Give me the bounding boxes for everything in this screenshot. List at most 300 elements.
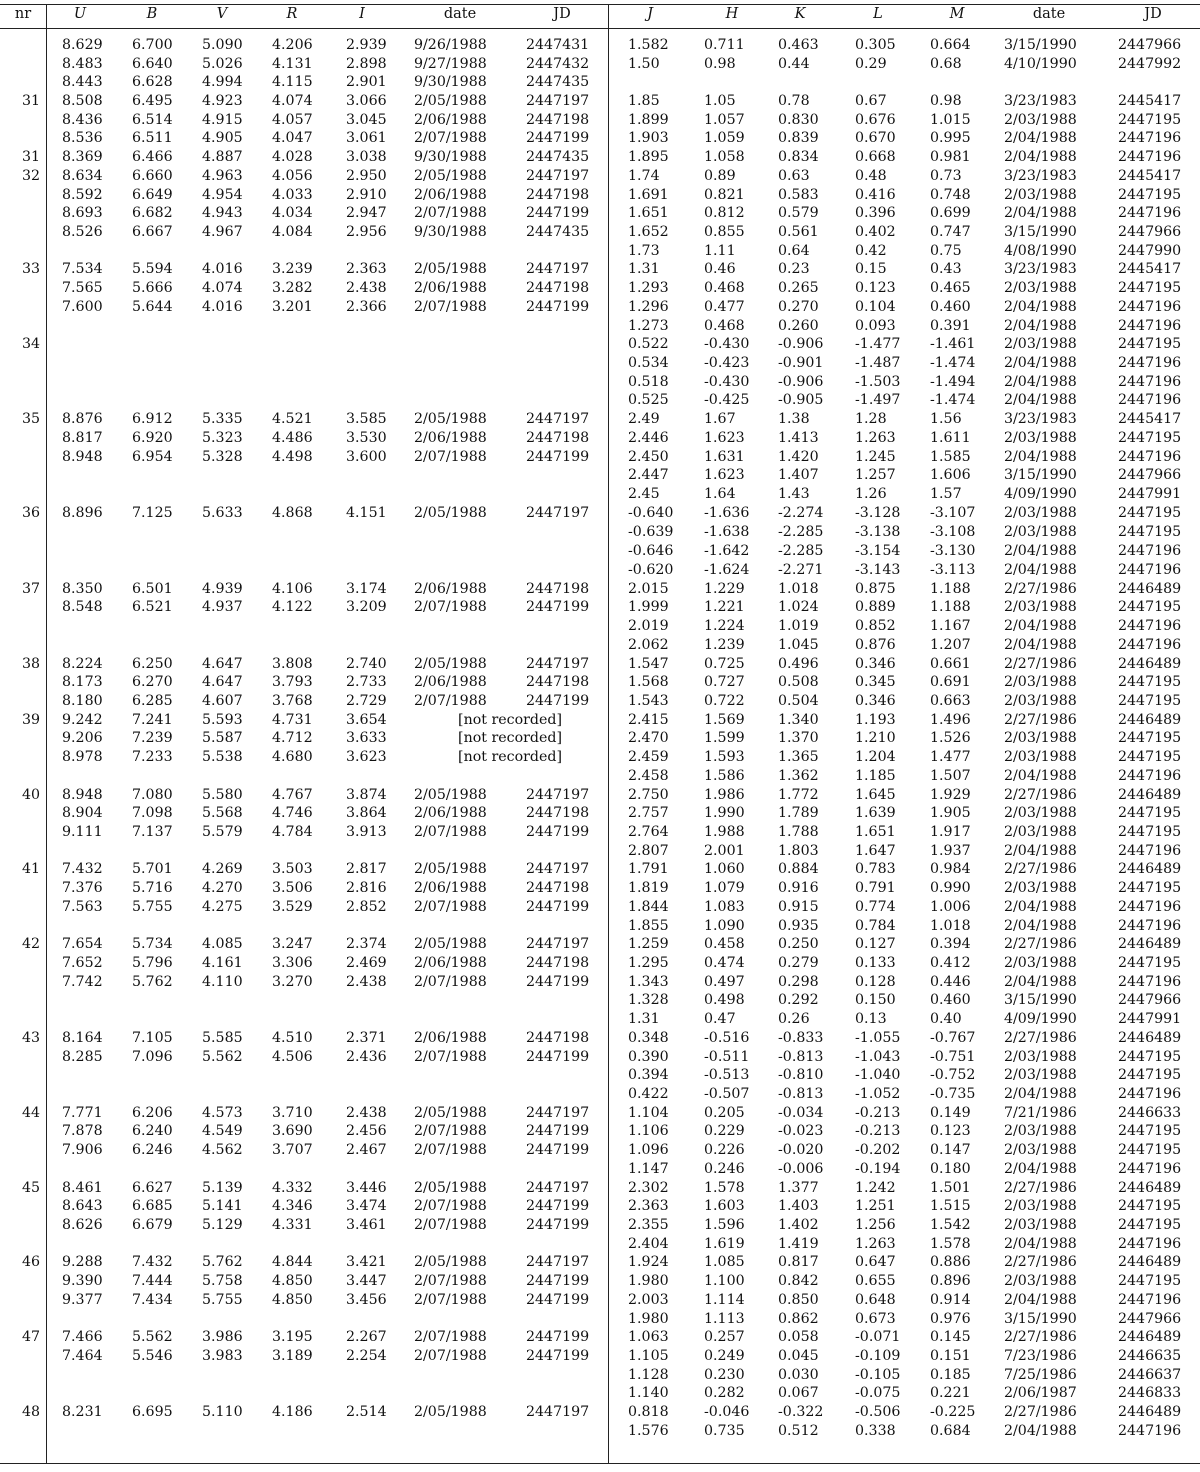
cell-jd-left: 2447435 <box>526 149 590 165</box>
cell-jd-right: 2447196 <box>1118 918 1182 934</box>
cell-m-right: 0.147 <box>930 1142 971 1158</box>
cell-l-right: 1.645 <box>855 787 896 803</box>
cell-jd-right: 2447196 <box>1118 543 1182 559</box>
cell-i-left: 2.939 <box>346 37 387 53</box>
cell-i-left: 2.947 <box>346 205 387 221</box>
cell-h-right: 0.498 <box>704 992 745 1008</box>
cell-date-right: 2/27/1986 <box>1004 1329 1077 1345</box>
cell-h-right: 1.569 <box>704 712 745 728</box>
cell-b-left: 6.685 <box>132 1198 173 1214</box>
cell-jd-left: 2447198 <box>526 880 590 896</box>
cell-jd-right: 2447966 <box>1118 467 1182 483</box>
cell-l-right: 0.648 <box>855 1292 896 1308</box>
cell-l-right: 0.67 <box>855 93 887 109</box>
cell-b-left: 5.546 <box>132 1348 173 1364</box>
cell-v-left: 4.905 <box>202 130 243 146</box>
cell-jd-right: 2447196 <box>1118 449 1182 465</box>
cell-v-left: 4.269 <box>202 861 243 877</box>
cell-m-right: 1.57 <box>930 486 962 502</box>
cell-m-right: -1.474 <box>930 355 976 371</box>
cell-r-left: 3.282 <box>272 280 313 296</box>
cell-m-right: 0.180 <box>930 1161 971 1177</box>
cell-date-right: 2/03/1988 <box>1004 730 1077 746</box>
cell-r-left: 3.808 <box>272 656 313 672</box>
cell-m-right: 1.611 <box>930 430 971 446</box>
cell-u-left: 9.288 <box>62 1254 103 1270</box>
cell-date-right: 2/04/1988 <box>1004 392 1077 408</box>
cell-b-left: 6.628 <box>132 74 173 90</box>
cell-date-right: 2/03/1988 <box>1004 880 1077 896</box>
cell-nr: 36 <box>21 505 40 521</box>
cell-date-left: 2/07/1988 <box>414 899 487 915</box>
cell-l-right: 1.651 <box>855 824 896 840</box>
cell-m-right: 0.123 <box>930 1123 971 1139</box>
cell-j-right: 1.259 <box>628 936 669 952</box>
cell-r-left: 4.746 <box>272 805 313 821</box>
cell-i-left: 3.038 <box>346 149 387 165</box>
cell-j-right: -0.646 <box>628 543 674 559</box>
cell-date-left: 9/30/1988 <box>414 74 487 90</box>
cell-h-right: 0.725 <box>704 656 745 672</box>
cell-b-left: 6.246 <box>132 1142 173 1158</box>
cell-l-right: 1.647 <box>855 843 896 859</box>
cell-l-right: 1.263 <box>855 1236 896 1252</box>
cell-j-right: 1.543 <box>628 693 669 709</box>
cell-u-left: 8.224 <box>62 656 103 672</box>
cell-r-left: 3.503 <box>272 861 313 877</box>
cell-u-left: 8.904 <box>62 805 103 821</box>
cell-h-right: 0.229 <box>704 1123 745 1139</box>
cell-k-right: 0.839 <box>778 130 819 146</box>
cell-date-right: 3/15/1990 <box>1004 224 1077 240</box>
header-date-right: date <box>1032 6 1066 22</box>
cell-m-right: -1.494 <box>930 374 976 390</box>
cell-b-left: 6.640 <box>132 56 173 72</box>
cell-i-left: 2.467 <box>346 1142 387 1158</box>
cell-r-left: 4.106 <box>272 581 313 597</box>
cell-b-left: 5.594 <box>132 261 173 277</box>
cell-l-right: -1.503 <box>855 374 901 390</box>
cell-date-right: 2/03/1988 <box>1004 336 1077 352</box>
cell-l-right: -1.040 <box>855 1067 901 1083</box>
cell-jd-right: 2447195 <box>1118 1067 1182 1083</box>
cell-i-left: 2.469 <box>346 955 387 971</box>
cell-nr: 37 <box>21 581 40 597</box>
cell-l-right: -0.071 <box>855 1329 901 1345</box>
cell-k-right: -0.833 <box>778 1030 824 1046</box>
cell-nr: 33 <box>21 261 40 277</box>
cell-k-right: 0.260 <box>778 318 819 334</box>
cell-v-left: 5.335 <box>202 411 243 427</box>
cell-h-right: -0.513 <box>704 1067 750 1083</box>
cell-i-left: 2.438 <box>346 974 387 990</box>
header-R: R <box>286 6 298 22</box>
cell-l-right: -0.075 <box>855 1385 901 1401</box>
header-B: B <box>146 6 158 22</box>
cell-date-left: 2/06/1988 <box>414 112 487 128</box>
cell-jd-right: 2446489 <box>1118 787 1182 803</box>
cell-l-right: -3.154 <box>855 543 901 559</box>
cell-u-left: 7.600 <box>62 299 103 315</box>
cell-k-right: 0.23 <box>778 261 810 277</box>
cell-j-right: 1.855 <box>628 918 669 934</box>
cell-date-left: 2/07/1988 <box>414 449 487 465</box>
cell-k-right: 1.772 <box>778 787 819 803</box>
cell-date-right: 7/23/1986 <box>1004 1348 1077 1364</box>
cell-j-right: 1.063 <box>628 1329 669 1345</box>
cell-jd-left: 2447199 <box>526 693 590 709</box>
cell-jd-right: 2446833 <box>1118 1385 1182 1401</box>
cell-u-left: 8.164 <box>62 1030 103 1046</box>
cell-h-right: -0.425 <box>704 392 750 408</box>
cell-m-right: 1.015 <box>930 112 971 128</box>
cell-v-left: 4.110 <box>202 974 243 990</box>
cell-j-right: 1.140 <box>628 1385 669 1401</box>
cell-jd-right: 2447196 <box>1118 1236 1182 1252</box>
cell-date-right: 2/03/1988 <box>1004 1049 1077 1065</box>
cell-i-left: 3.585 <box>346 411 387 427</box>
cell-jd-left: 2447199 <box>526 1348 590 1364</box>
cell-date-right: 2/04/1988 <box>1004 637 1077 653</box>
cell-j-right: 2.404 <box>628 1236 669 1252</box>
cell-b-left: 7.080 <box>132 787 173 803</box>
cell-jd-right: 2447195 <box>1118 280 1182 296</box>
cell-jd-left: 2447197 <box>526 1180 590 1196</box>
cell-m-right: -1.474 <box>930 392 976 408</box>
cell-v-left: 4.016 <box>202 261 243 277</box>
cell-b-left: 5.666 <box>132 280 173 296</box>
cell-h-right: 1.623 <box>704 467 745 483</box>
cell-r-left: 4.331 <box>272 1217 313 1233</box>
cell-v-left: 4.562 <box>202 1142 243 1158</box>
cell-m-right: 1.167 <box>930 618 971 634</box>
cell-m-right: 0.460 <box>930 992 971 1008</box>
cell-h-right: 1.64 <box>704 486 736 502</box>
cell-k-right: 1.419 <box>778 1236 819 1252</box>
header-M: M <box>949 6 965 22</box>
cell-i-left: 3.654 <box>346 712 387 728</box>
cell-date-left: 9/30/1988 <box>414 224 487 240</box>
cell-k-right: 0.463 <box>778 37 819 53</box>
cell-h-right: 1.060 <box>704 861 745 877</box>
cell-m-right: 1.507 <box>930 768 971 784</box>
cell-h-right: 0.257 <box>704 1329 745 1345</box>
cell-date-right: 3/23/1983 <box>1004 261 1077 277</box>
cell-u-left: 8.948 <box>62 449 103 465</box>
cell-date-right: 2/04/1988 <box>1004 1423 1077 1439</box>
cell-date-left: 2/05/1988 <box>414 1105 487 1121</box>
cell-k-right: 0.850 <box>778 1292 819 1308</box>
cell-k-right: 0.298 <box>778 974 819 990</box>
cell-l-right: 0.29 <box>855 56 887 72</box>
cell-j-right: 1.651 <box>628 205 669 221</box>
cell-jd-right: 2447195 <box>1118 505 1182 521</box>
cell-r-left: 4.712 <box>272 730 313 746</box>
cell-j-right: 2.003 <box>628 1292 669 1308</box>
cell-i-left: 2.910 <box>346 187 387 203</box>
cell-k-right: 0.63 <box>778 168 810 184</box>
cell-h-right: -0.516 <box>704 1030 750 1046</box>
cell-jd-left: 2447435 <box>526 224 590 240</box>
cell-i-left: 3.421 <box>346 1254 387 1270</box>
header-I: I <box>359 6 365 22</box>
cell-k-right: 0.508 <box>778 674 819 690</box>
cell-j-right: 2.470 <box>628 730 669 746</box>
cell-r-left: 4.131 <box>272 56 313 72</box>
cell-j-right: 1.844 <box>628 899 669 915</box>
cell-b-left: 6.660 <box>132 168 173 184</box>
cell-b-left: 7.241 <box>132 712 173 728</box>
cell-jd-right: 2447195 <box>1118 336 1182 352</box>
cell-k-right: 0.250 <box>778 936 819 952</box>
cell-l-right: 1.639 <box>855 805 896 821</box>
cell-l-right: 0.127 <box>855 936 896 952</box>
cell-date-left: 2/05/1988 <box>414 93 487 109</box>
cell-v-left: 5.026 <box>202 56 243 72</box>
cell-k-right: 1.413 <box>778 430 819 446</box>
cell-b-left: 5.562 <box>132 1329 173 1345</box>
cell-h-right: -0.507 <box>704 1086 750 1102</box>
cell-l-right: 0.783 <box>855 861 896 877</box>
cell-h-right: -1.642 <box>704 543 750 559</box>
cell-i-left: 3.456 <box>346 1292 387 1308</box>
cell-date-right: 2/27/1986 <box>1004 1030 1077 1046</box>
cell-r-left: 3.239 <box>272 261 313 277</box>
header-J: J <box>647 6 653 22</box>
cell-k-right: 1.362 <box>778 768 819 784</box>
cell-jd-right: 2446637 <box>1118 1367 1182 1383</box>
cell-l-right: 0.345 <box>855 674 896 690</box>
cell-date-left: 2/05/1988 <box>414 168 487 184</box>
cell-nr: 43 <box>21 1030 40 1046</box>
cell-v-left: 5.090 <box>202 37 243 53</box>
cell-u-left: 8.643 <box>62 1198 103 1214</box>
cell-m-right: 0.460 <box>930 299 971 315</box>
cell-date-right: 2/04/1988 <box>1004 618 1077 634</box>
cell-i-left: 3.623 <box>346 749 387 765</box>
cell-date-right: 2/03/1988 <box>1004 187 1077 203</box>
cell-u-left: 8.461 <box>62 1180 103 1196</box>
cell-h-right: 1.05 <box>704 93 736 109</box>
cell-r-left: 4.784 <box>272 824 313 840</box>
cell-u-left: 7.652 <box>62 955 103 971</box>
cell-m-right: 1.905 <box>930 805 971 821</box>
cell-b-left: 7.125 <box>132 505 173 521</box>
cell-date-right: 3/15/1990 <box>1004 467 1077 483</box>
cell-jd-right: 2447196 <box>1118 899 1182 915</box>
cell-jd-left: 2447197 <box>526 168 590 184</box>
cell-u-left: 8.508 <box>62 93 103 109</box>
cell-r-left: 3.710 <box>272 1105 313 1121</box>
cell-date-right: 2/04/1988 <box>1004 974 1077 990</box>
cell-l-right: -3.143 <box>855 562 901 578</box>
cell-m-right: 0.98 <box>930 93 962 109</box>
cell-u-left: 8.592 <box>62 187 103 203</box>
cell-m-right: 1.606 <box>930 467 971 483</box>
cell-l-right: 0.784 <box>855 918 896 934</box>
cell-i-left: 3.174 <box>346 581 387 597</box>
cell-v-left: 5.328 <box>202 449 243 465</box>
cell-h-right: 1.090 <box>704 918 745 934</box>
cell-h-right: 0.458 <box>704 936 745 952</box>
cell-date-right: 3/15/1990 <box>1004 37 1077 53</box>
cell-jd-left: 2447199 <box>526 1217 590 1233</box>
cell-h-right: -1.624 <box>704 562 750 578</box>
cell-u-left: 8.948 <box>62 787 103 803</box>
cell-jd-left: 2447198 <box>526 187 590 203</box>
cell-i-left: 2.852 <box>346 899 387 915</box>
cell-m-right: 1.929 <box>930 787 971 803</box>
cell-h-right: 1.623 <box>704 430 745 446</box>
cell-b-left: 7.239 <box>132 730 173 746</box>
cell-h-right: 1.988 <box>704 824 745 840</box>
cell-j-right: 1.576 <box>628 1423 669 1439</box>
cell-j-right: 2.015 <box>628 581 669 597</box>
cell-h-right: 0.812 <box>704 205 745 221</box>
cell-jd-right: 2447196 <box>1118 374 1182 390</box>
cell-j-right: 2.062 <box>628 637 669 653</box>
cell-m-right: 1.542 <box>930 1217 971 1233</box>
cell-jd-left: 2447432 <box>526 56 590 72</box>
cell-jd-right: 2447195 <box>1118 1049 1182 1065</box>
cell-h-right: 0.89 <box>704 168 736 184</box>
cell-i-left: 2.371 <box>346 1030 387 1046</box>
cell-v-left: 4.943 <box>202 205 243 221</box>
cell-date-left: 9/26/1988 <box>414 37 487 53</box>
cell-j-right: 1.295 <box>628 955 669 971</box>
cell-jd-right: 2446489 <box>1118 712 1182 728</box>
cell-v-left: 5.762 <box>202 1254 243 1270</box>
cell-jd-right: 2446489 <box>1118 1254 1182 1270</box>
cell-k-right: -0.813 <box>778 1049 824 1065</box>
cell-date-right: 2/04/1988 <box>1004 355 1077 371</box>
cell-j-right: 2.459 <box>628 749 669 765</box>
cell-i-left: 2.363 <box>346 261 387 277</box>
cell-jd-right: 2447196 <box>1118 974 1182 990</box>
cell-nr: 46 <box>21 1254 40 1270</box>
cell-r-left: 4.868 <box>272 505 313 521</box>
cell-j-right: 0.518 <box>628 374 669 390</box>
cell-h-right: 0.230 <box>704 1367 745 1383</box>
cell-date-right: 2/03/1988 <box>1004 524 1077 540</box>
cell-l-right: 1.242 <box>855 1180 896 1196</box>
cell-j-right: 0.818 <box>628 1404 669 1420</box>
cell-date-right: 2/03/1988 <box>1004 674 1077 690</box>
cell-k-right: 0.512 <box>778 1423 819 1439</box>
cell-u-left: 7.563 <box>62 899 103 915</box>
cell-r-left: 4.332 <box>272 1180 313 1196</box>
cell-h-right: 1.596 <box>704 1217 745 1233</box>
cell-jd-right: 2447195 <box>1118 880 1182 896</box>
cell-u-left: 7.464 <box>62 1348 103 1364</box>
cell-date-left: 2/07/1988 <box>414 1348 487 1364</box>
cell-m-right: -0.735 <box>930 1086 976 1102</box>
cell-h-right: 1.990 <box>704 805 745 821</box>
cell-b-left: 6.285 <box>132 693 173 709</box>
cell-date-right: 2/03/1988 <box>1004 1217 1077 1233</box>
cell-j-right: 1.73 <box>628 243 660 259</box>
cell-jd-left: 2447198 <box>526 805 590 821</box>
cell-u-left: 7.432 <box>62 861 103 877</box>
cell-b-left: 6.514 <box>132 112 173 128</box>
cell-j-right: 1.096 <box>628 1142 669 1158</box>
cell-u-left: 8.536 <box>62 130 103 146</box>
cell-u-left: 8.180 <box>62 693 103 709</box>
cell-jd-right: 2447195 <box>1118 693 1182 709</box>
cell-r-left: 3.201 <box>272 299 313 315</box>
cell-date-right: 2/03/1988 <box>1004 599 1077 615</box>
cell-l-right: 0.133 <box>855 955 896 971</box>
cell-jd-right: 2446635 <box>1118 1348 1182 1364</box>
cell-k-right: -0.006 <box>778 1161 824 1177</box>
cell-k-right: 0.64 <box>778 243 810 259</box>
cell-date-right: 2/03/1988 <box>1004 1123 1077 1139</box>
cell-nr: 31 <box>21 93 40 109</box>
cell-m-right: -3.130 <box>930 543 976 559</box>
cell-b-left: 6.501 <box>132 581 173 597</box>
cell-j-right: 1.547 <box>628 656 669 672</box>
cell-m-right: 0.699 <box>930 205 971 221</box>
cell-u-left: 7.376 <box>62 880 103 896</box>
cell-k-right: 1.340 <box>778 712 819 728</box>
cell-nr: 41 <box>21 861 40 877</box>
cell-v-left: 5.580 <box>202 787 243 803</box>
header-K: K <box>794 6 806 22</box>
cell-i-left: 3.447 <box>346 1273 387 1289</box>
cell-m-right: 0.990 <box>930 880 971 896</box>
cell-l-right: 1.263 <box>855 430 896 446</box>
cell-h-right: 1.100 <box>704 1273 745 1289</box>
cell-k-right: -2.285 <box>778 524 824 540</box>
cell-date-right: 2/27/1986 <box>1004 712 1077 728</box>
cell-r-left: 3.306 <box>272 955 313 971</box>
cell-nr: 31 <box>21 149 40 165</box>
cell-u-left: 8.634 <box>62 168 103 184</box>
cell-v-left: 5.758 <box>202 1273 243 1289</box>
cell-date-right: 2/04/1988 <box>1004 899 1077 915</box>
cell-r-left: 4.486 <box>272 430 313 446</box>
cell-r-left: 4.047 <box>272 130 313 146</box>
cell-l-right: 0.852 <box>855 618 896 634</box>
cell-not-recorded: [not recorded] <box>458 749 562 765</box>
cell-v-left: 5.562 <box>202 1049 243 1065</box>
cell-date-right: 4/09/1990 <box>1004 1011 1077 1027</box>
cell-l-right: 1.28 <box>855 411 887 427</box>
cell-l-right: 0.346 <box>855 656 896 672</box>
cell-jd-right: 2447195 <box>1118 674 1182 690</box>
cell-i-left: 2.816 <box>346 880 387 896</box>
cell-date-right: 2/27/1986 <box>1004 581 1077 597</box>
cell-j-right: 2.447 <box>628 467 669 483</box>
cell-m-right: 0.68 <box>930 56 962 72</box>
cell-date-left: 2/07/1988 <box>414 1123 487 1139</box>
cell-v-left: 5.110 <box>202 1404 243 1420</box>
cell-j-right: 1.980 <box>628 1311 669 1327</box>
cell-j-right: 1.652 <box>628 224 669 240</box>
cell-r-left: 3.690 <box>272 1123 313 1139</box>
cell-v-left: 4.954 <box>202 187 243 203</box>
cell-l-right: 1.185 <box>855 768 896 784</box>
cell-date-right: 2/03/1988 <box>1004 1273 1077 1289</box>
cell-v-left: 5.323 <box>202 430 243 446</box>
cell-date-right: 2/04/1988 <box>1004 543 1077 559</box>
cell-h-right: 1.114 <box>704 1292 745 1308</box>
cell-j-right: 1.924 <box>628 1254 669 1270</box>
cell-u-left: 7.906 <box>62 1142 103 1158</box>
cell-date-right: 2/04/1988 <box>1004 374 1077 390</box>
cell-date-left: 2/06/1988 <box>414 187 487 203</box>
cell-k-right: -0.901 <box>778 355 824 371</box>
